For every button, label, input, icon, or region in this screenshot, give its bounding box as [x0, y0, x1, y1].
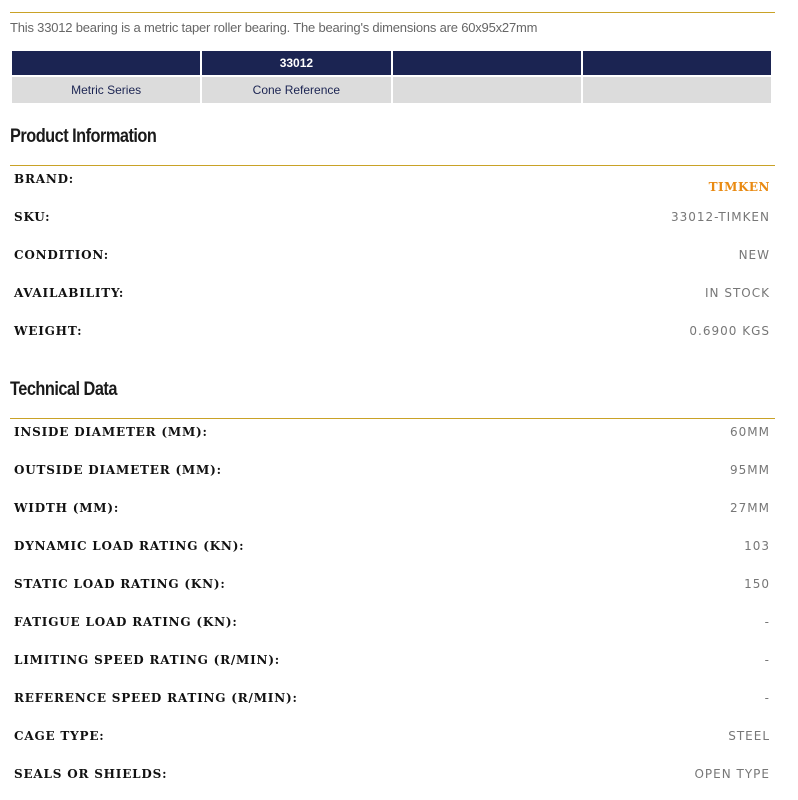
- tech-row-outside-diameter: [10, 451, 773, 489]
- reference-table-header-row: [12, 51, 771, 77]
- brand-value: TIMKEN: [708, 180, 770, 194]
- tech-label: LIMITING SPEED RATING (R/MIN):: [14, 653, 281, 667]
- tech-label: WIDTH (MM):: [14, 501, 120, 515]
- product-info-value: 0.6900 KGS: [689, 324, 770, 338]
- tech-row-dynamic-load: [10, 527, 773, 565]
- product-info-value: IN STOCK: [705, 286, 770, 300]
- reference-header-cell: [12, 51, 200, 77]
- tech-value: 150: [744, 577, 770, 591]
- tech-row-cage-type: [10, 717, 773, 755]
- tech-value: OPEN TYPE: [694, 767, 770, 781]
- reference-subheader-cell: [583, 77, 771, 103]
- tech-label: FATIGUE LOAD RATING (KN):: [14, 615, 238, 629]
- tech-row-limiting-speed: [10, 641, 773, 679]
- product-info-label: BRAND:: [14, 172, 75, 186]
- tech-row-seals-shields: [10, 755, 773, 793]
- tech-value: 60MM: [730, 425, 770, 439]
- tech-value: -: [764, 615, 770, 629]
- intro-text: This 33012 bearing is a metric taper roller bearing. The bearing's dimensions are 60x95x27mm: [10, 20, 538, 35]
- reference-subheader-cell: Cone Reference: [202, 77, 390, 103]
- product-info-row-condition: [10, 236, 773, 274]
- tech-value: -: [764, 691, 770, 705]
- product-info-value: NEW: [738, 248, 770, 262]
- tech-row-static-load: [10, 565, 773, 603]
- product-info-label: SKU:: [14, 210, 51, 224]
- reference-subheader-cell: Metric Series: [12, 77, 200, 103]
- tech-row-inside-diameter: [10, 413, 773, 451]
- reference-subheader-cell: [393, 77, 581, 103]
- tech-row-fatigue-load: [10, 603, 773, 641]
- tech-row-reference-speed: [10, 679, 773, 717]
- tech-value: -: [764, 653, 770, 667]
- reference-header-cell: [393, 51, 581, 77]
- product-info-row-sku: [10, 198, 773, 236]
- tech-row-width: [10, 489, 773, 527]
- tech-label: DYNAMIC LOAD RATING (KN):: [14, 539, 245, 553]
- reference-header-cell: 33012: [202, 51, 390, 77]
- tech-label: OUTSIDE DIAMETER (MM):: [14, 463, 222, 477]
- tech-label: STATIC LOAD RATING (KN):: [14, 577, 226, 591]
- top-divider: [10, 12, 775, 13]
- tech-value: 27MM: [730, 501, 770, 515]
- tech-value: 103: [744, 539, 770, 553]
- tech-value: STEEL: [728, 729, 770, 743]
- tech-label: REFERENCE SPEED RATING (R/MIN):: [14, 691, 298, 705]
- product-info-row-availability: [10, 274, 773, 312]
- product-info-row-weight: [10, 312, 773, 350]
- tech-label: CAGE TYPE:: [14, 729, 105, 743]
- product-info-row-brand: [10, 160, 773, 198]
- tech-label: INSIDE DIAMETER (MM):: [14, 425, 208, 439]
- product-info-value: 33012-TIMKEN: [670, 210, 770, 224]
- tech-label: SEALS OR SHIELDS:: [14, 767, 168, 781]
- product-information-heading: Product Information: [10, 126, 157, 147]
- reference-table: [10, 51, 773, 103]
- reference-header-cell: [583, 51, 771, 77]
- technical-data-heading: Technical Data: [10, 379, 117, 400]
- product-info-label: CONDITION:: [14, 248, 109, 262]
- tech-value: 95MM: [730, 463, 770, 477]
- reference-table-subheader-row: [12, 77, 771, 103]
- product-info-label: WEIGHT:: [14, 324, 83, 338]
- product-info-label: AVAILABILITY:: [14, 286, 125, 300]
